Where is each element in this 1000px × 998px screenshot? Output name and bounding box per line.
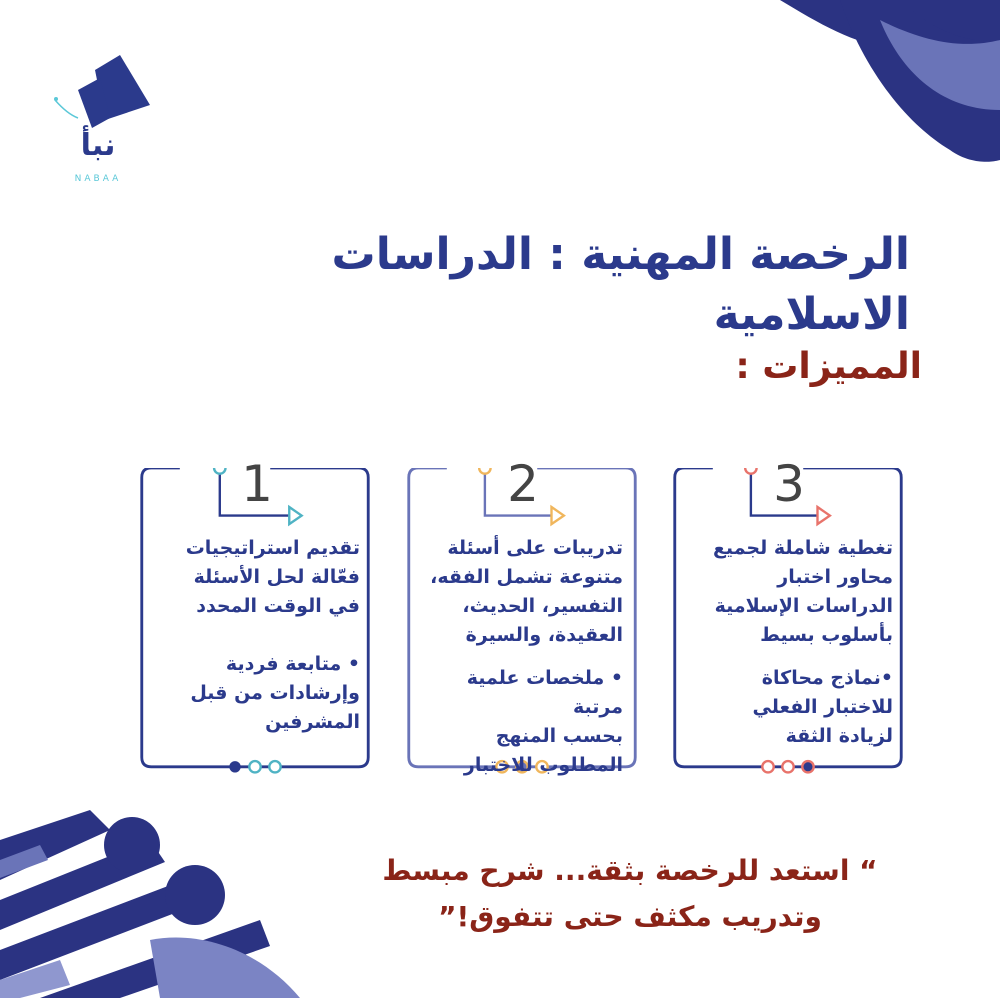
- card-1-line: في الوقت المحدد: [196, 595, 360, 617]
- card-3-line: تغطية شاملة لجميع: [712, 537, 893, 559]
- card-2-bullet-line: بحسب المنهج: [495, 725, 623, 747]
- card-text-2: [423, 534, 623, 780]
- card-1-line: تقديم استراتيجيات: [185, 537, 360, 559]
- corner-stripes-bottom-left: [0, 810, 300, 998]
- card-2-line: العقيدة، والسيرة: [465, 624, 623, 646]
- card-text-3: [693, 534, 893, 751]
- page-title: الرخصة المهنية : الدراسات الاسلامية: [331, 229, 910, 340]
- card-3-bullet-line: •نماذج محاكاة: [761, 667, 893, 689]
- card-2-line: تدريبات على أسئلة: [447, 537, 623, 559]
- closing-quote: [330, 848, 930, 940]
- card-3-bullet-line: لزيادة الثقة: [785, 725, 893, 747]
- logo-emblem: [54, 55, 150, 128]
- quote-line-2: وتدريب مكثف حتى تتفوق!”: [438, 900, 822, 933]
- card-1-line: فعّالة لحل الأسئلة: [193, 566, 360, 588]
- card-number-3: 3: [773, 455, 805, 513]
- card-3-line: محاور اختبار: [777, 566, 893, 588]
- card-3-line: بأسلوب بسيط: [760, 624, 893, 646]
- quote-line-1: “ استعد للرخصة بثقة... شرح مبسط: [382, 854, 878, 887]
- features-heading: المميزات :: [735, 346, 922, 387]
- logo-arabic: نبأ: [80, 128, 116, 163]
- logo-latin: NABAA: [74, 174, 122, 184]
- card-3-line: الدراسات الإسلامية: [714, 595, 893, 617]
- card-1-bullet-line: وإرشادات من قبل: [190, 682, 360, 704]
- card-3-bullet-line: للاختبار الفعلي: [752, 696, 893, 718]
- card-number-1: 1: [241, 455, 273, 513]
- card-2-bullet-line: المطلوب للاختبار: [463, 754, 623, 776]
- card-number-2: 2: [507, 455, 539, 513]
- card-text-1: [160, 534, 360, 737]
- card-2-line: متنوعة تشمل الفقه،: [430, 566, 623, 588]
- card-1-bullet-line: المشرفين: [265, 711, 360, 733]
- card-1-bullet-line: • متابعة فردية: [225, 653, 360, 675]
- card-2-bullet-line: • ملخصات علمية مرتبة: [466, 667, 623, 718]
- card-2-line: التفسير، الحديث،: [462, 595, 623, 617]
